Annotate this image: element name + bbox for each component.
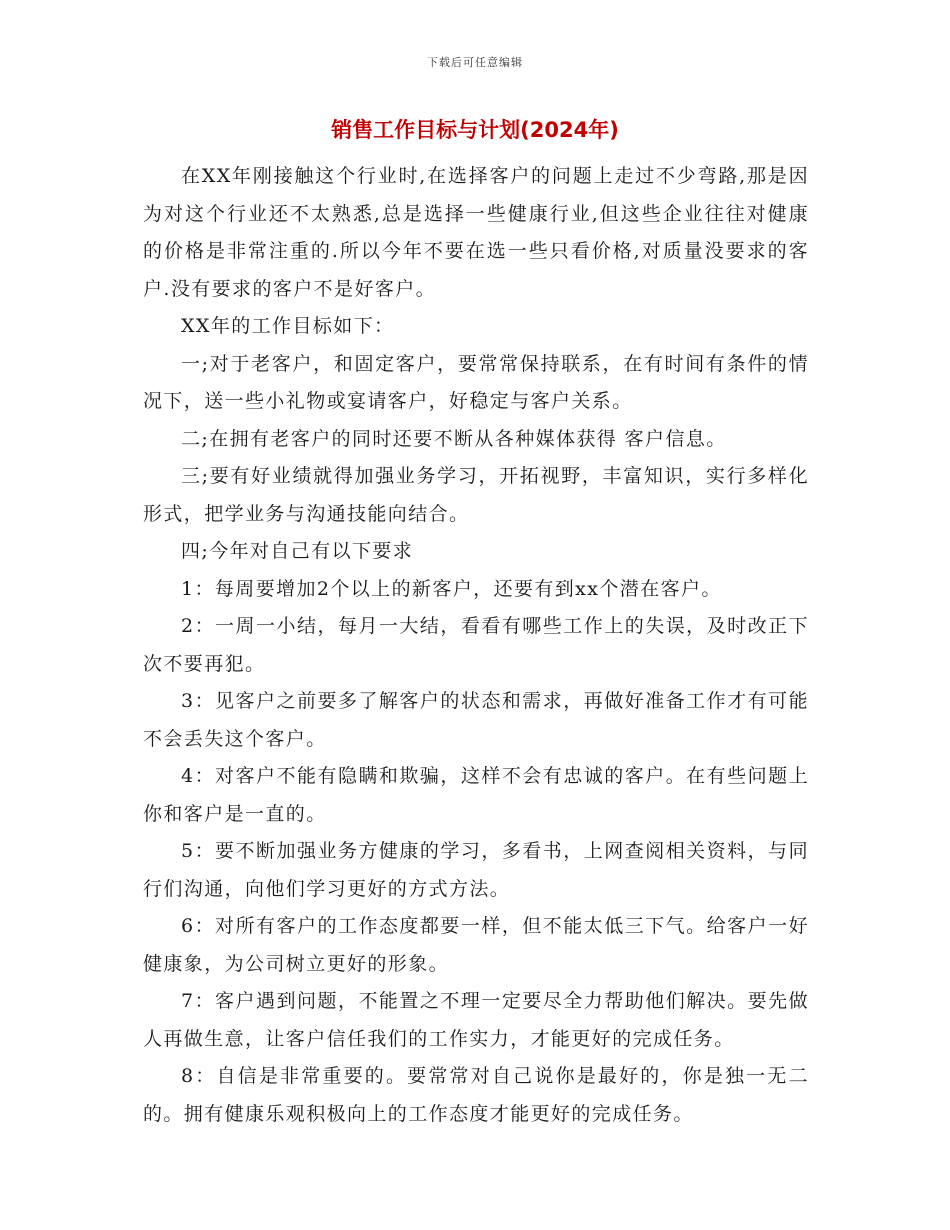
paragraph-requirement-4: 4：对客户不能有隐瞒和欺骗，这样不会有忠诚的客户。在有些问题上你和客户是一直的。 <box>143 765 809 825</box>
paragraph-goals-heading: XX年的工作目标如下： <box>181 315 395 337</box>
paragraph-requirement-7: 7：客户遇到问题，不能置之不理一定要尽全力帮助他们解决。要先做人再做生意，让客户信任我们的工作实力，才能更好的完成任务。 <box>143 990 809 1050</box>
document-title: 销售工作目标与计划(2024年) <box>331 118 619 142</box>
paragraph-requirement-6: 6：对所有客户的工作态度都要一样，但不能太低三下气。给客户一好健康象，为公司树立更好的形象。 <box>143 915 809 975</box>
paragraph-goal-1: 一;对于老客户，和固定客户，要常常保持联系，在有时间有条件的情况下，送一些小礼物或宴请客户，好稳定与客户关系。 <box>143 352 809 412</box>
paragraph-requirement-2: 2：一周一小结，每月一大结，看看有哪些工作上的失误，及时改正下次不要再犯。 <box>143 615 809 675</box>
document-body <box>143 158 809 1133</box>
paragraph-requirement-1: 1：每周要增加2个以上的新客户，还要有到xx个潜在客户。 <box>181 577 722 600</box>
paragraph-goal-3: 三;要有好业绩就得加强业务学习，开拓视野，丰富知识，实行多样化形式，把学业务与沟通技能向结合。 <box>143 465 809 525</box>
paragraph-requirement-5: 5：要不断加强业务方健康的学习，多看书，上网查阅相关资料，与同行们沟通，向他们学习更好的方式方法。 <box>143 840 809 900</box>
paragraph-goal-4: 四;今年对自己有以下要求 <box>181 540 414 562</box>
paragraph-intro: 在XX年刚接触这个行业时,在选择客户的问题上走过不少弯路,那是因为对这个行业还不太熟悉,总是选择一些健康行业,但这些企业往往对健康的价格是非常注重的.所以今年不要在选一些只看价格,对质量没要求的客户.没有要求的客户不是好客户。 <box>143 165 809 300</box>
header-note: 下载后可任意编辑 <box>427 56 523 69</box>
paragraph-goal-2: 二;在拥有老客户的同时还要不断从各种媒体获得 客户信息。 <box>181 427 727 450</box>
paragraph-requirement-3: 3：见客户之前要多了解客户的状态和需求，再做好准备工作才有可能不会丢失这个客户。 <box>143 690 809 750</box>
paragraph-requirement-8: 8：自信是非常重要的。要常常对自己说你是最好的，你是独一无二的。拥有健康乐观积极向上的工作态度才能更好的完成任务。 <box>143 1065 809 1125</box>
